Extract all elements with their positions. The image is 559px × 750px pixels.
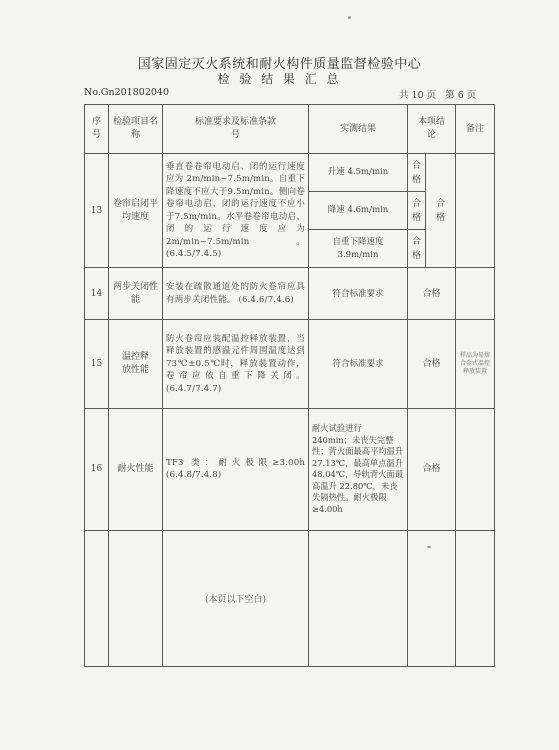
blank-cell [85,530,109,666]
row-seq: 16 [85,408,109,530]
sub-conclusion: 合格 [408,192,426,230]
sub-conclusion: 合格 [408,230,426,268]
row-remark: 样品为易熔合金式温控释放装置 [456,320,495,408]
results-table [84,104,495,667]
row-remark [456,154,495,268]
row-item: 两步关闭性能 [109,268,163,320]
row-seq: 15 [85,320,109,408]
blank-cell [309,530,408,666]
row-item: 温控释放性能 [109,320,163,408]
page-number: 第 6 页 [445,90,477,101]
table-row [85,320,495,408]
row-conclusion: 合格 [426,154,456,268]
blank-cell [408,530,456,666]
row-seq: 14 [85,268,109,320]
sub-result: 降速 4.6m/min [309,192,408,230]
blank-page-note: (本页以下空白) [163,530,309,666]
blank-cell [109,530,163,666]
row-requirement: 防火卷帘应装配温控释放装置，当释放装置的感温元件周围温度达到 73℃±0.5℃时，释放装置动作，卷帘应依自重下降关闭。 (6.4.7/7.4.7) [163,320,309,408]
table-row [85,408,495,530]
col-result: 实测结果 [309,105,408,154]
col-requirement: 标准要求及标准条款号 [163,105,309,154]
summary-title: 检 验 结 果 汇 总 [217,72,342,86]
sub-conclusion: 合格 [408,154,426,192]
page-info [399,87,482,101]
table-row [85,154,495,192]
header-row [85,105,495,154]
col-seq: 序号 [85,105,109,154]
scan-speck [348,16,351,19]
blank-cell [456,530,495,666]
row-conclusion: 合格 [408,408,456,530]
row-seq: 13 [85,154,109,268]
row-result: 符合标准要求 [309,268,408,320]
sub-result: 自重下降速度 3.9m/min [309,230,408,268]
row-remark [456,408,495,530]
row-requirement: TF3 类：耐火极限≥3.00h (6.4.8/7.4.8) [163,408,309,530]
col-item: 检验项目名称 [109,105,163,154]
row-conclusion: 合格 [408,320,456,408]
col-remark: 备注 [456,105,495,154]
sub-result: 升速 4.5m/min [309,154,408,192]
blank-row [85,530,495,666]
col-conclusion: 本项结论 [408,105,456,154]
row-item: 卷帘启闭平均速度 [109,154,163,268]
row-requirement: 安装在疏散通道处的防火卷帘应具有两步关闭性能。 (6.4.6/7.4.6) [163,268,309,320]
row-item: 耐火性能 [109,408,163,530]
center-title: 国家固定灭火系统和耐火构件质量监督检验中心 [137,57,422,72]
row-remark [456,268,495,320]
total-pages: 共 10 页 [399,90,437,101]
row-conclusion: 合格 [408,268,456,320]
report-number: No.Gn201802040 [84,87,169,98]
table-row [85,268,495,320]
row-result: 耐火试验进行 240min；未丧失完整性；背火面最高平均温升 27.13℃，最高单点温升 48.04℃，导轨背火面最高温升 22.80℃，未丧失隔热性。耐火极限≥4.00h [309,408,408,530]
row-requirement: 垂直卷卷帘电动启、闭的运行速度应为 2m/min~7.5m/min。自重下降速度不应大于9.5m/min。侧向卷卷帘电动启、闭的运行速度不应小于7.5m/min。水平卷卷帘电动启、闭的运行速度应为 2m/min~7.5m/min。 (6.4.5/7.4.5) [163,154,309,268]
row-result: 符合标准要求 [309,320,408,408]
